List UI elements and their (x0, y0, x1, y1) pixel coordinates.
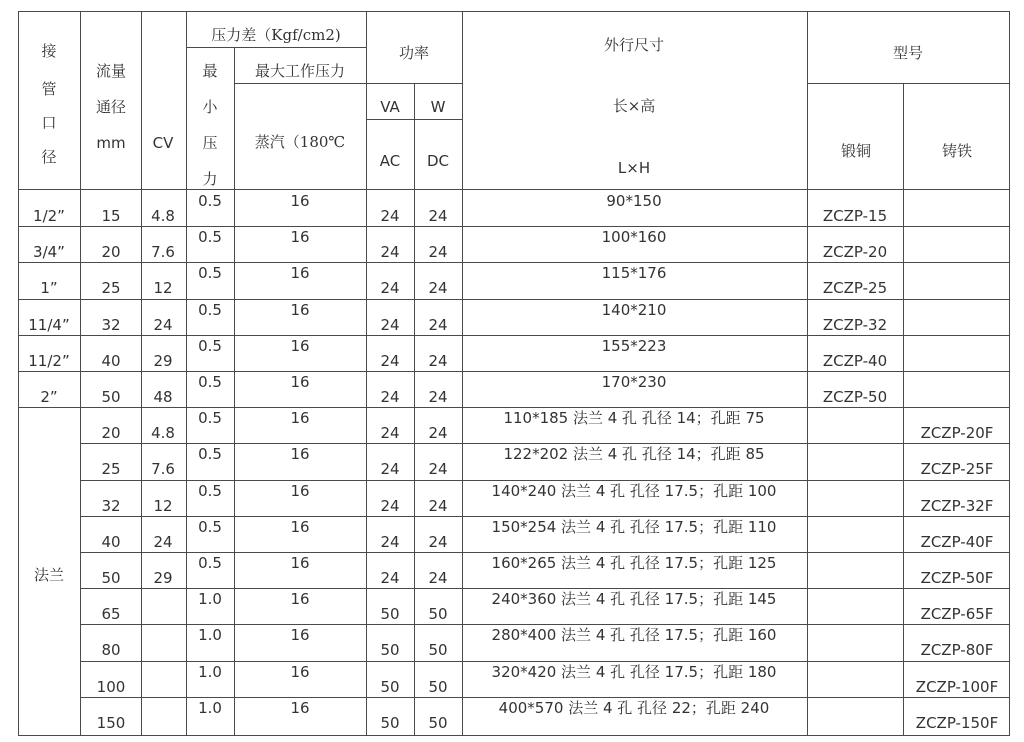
cell-va: 50 (380, 605, 400, 623)
cell-dimensions: 400*570 法兰 4 孔 孔径 22；孔距 240 (498, 699, 770, 717)
cell-cast-iron: ZCZP-32F (920, 497, 994, 515)
row-divider (80, 480, 1010, 481)
cell-interface: 11/2” (28, 352, 70, 370)
cell-min-pressure: 0.5 (198, 192, 222, 210)
cell-max-pressure: 16 (290, 699, 310, 717)
border-right (1009, 11, 1010, 736)
row-divider (80, 697, 1010, 698)
cell-w: 24 (428, 279, 448, 297)
cell-dimensions: 115*176 (601, 264, 667, 282)
cell-cast-iron: ZCZP-20F (920, 424, 994, 442)
cell-max-pressure: 16 (290, 590, 310, 608)
cell-interface: 2” (40, 388, 58, 406)
cell-cast-iron: ZCZP-150F (915, 714, 999, 732)
cell-max-pressure: 16 (290, 264, 310, 282)
cell-diameter: 15 (101, 207, 121, 225)
cell-min-pressure: 0.5 (198, 409, 222, 427)
cell-w: 50 (428, 605, 448, 623)
cell-dimensions: 122*202 法兰 4 孔 孔径 14；孔距 85 (503, 445, 765, 463)
cell-va: 24 (380, 207, 400, 225)
header-pressure-diff: 压力差（Kgf/cm2) (211, 26, 341, 44)
row-divider (80, 624, 1010, 625)
cell-cv: 29 (153, 569, 173, 587)
cell-dimensions: 320*420 法兰 4 孔 孔径 17.5；孔距 180 (491, 663, 777, 681)
header-max-working-pressure: 最大工作压力 (254, 62, 346, 80)
header-w: W (430, 98, 446, 116)
cell-va: 24 (380, 352, 400, 370)
cell-dimensions: 150*254 法兰 4 孔 孔径 17.5；孔距 110 (491, 518, 777, 536)
header-dc: DC (426, 152, 450, 170)
cell-forged-copper: ZCZP-40 (822, 352, 888, 370)
cell-va: 50 (380, 714, 400, 732)
divider-header-bottom (18, 189, 1010, 190)
row-divider (80, 588, 1010, 589)
cell-min-pressure: 0.5 (198, 228, 222, 246)
cell-cast-iron: ZCZP-100F (915, 678, 999, 696)
cell-dimensions: 140*210 (601, 301, 667, 319)
header-interface: 接 管 口 径 (41, 42, 57, 166)
cell-w: 50 (428, 641, 448, 659)
row-divider (80, 516, 1010, 517)
cell-min-pressure: 1.0 (198, 590, 222, 608)
cell-min-pressure: 0.5 (198, 337, 222, 355)
cell-interface: 3/4” (33, 243, 65, 261)
header-cast-iron: 铸铁 (941, 142, 973, 160)
cell-max-pressure: 16 (290, 373, 310, 391)
cell-diameter: 25 (101, 460, 121, 478)
cell-cv: 4.8 (151, 424, 175, 442)
cell-va: 24 (380, 497, 400, 515)
cell-min-pressure: 0.5 (198, 264, 222, 282)
cell-w: 50 (428, 678, 448, 696)
cell-cast-iron: ZCZP-50F (920, 569, 994, 587)
cell-dimensions: 170*230 (601, 373, 667, 391)
cell-diameter: 50 (101, 388, 121, 406)
cell-dimensions: 110*185 法兰 4 孔 孔径 14；孔距 75 (503, 409, 765, 427)
row-divider (18, 226, 1010, 227)
header-flow-line1: 流量 (95, 62, 127, 80)
cell-va: 50 (380, 641, 400, 659)
row-divider (80, 661, 1010, 662)
cell-diameter: 100 (96, 678, 126, 696)
row-divider (18, 335, 1010, 336)
cell-va: 24 (380, 316, 400, 334)
cell-diameter: 150 (96, 714, 126, 732)
header-steam: 蒸汽（180℃ (254, 133, 346, 151)
divider-model-sub (807, 83, 1010, 84)
cell-min-pressure: 0.5 (198, 518, 222, 536)
cell-va: 24 (380, 388, 400, 406)
cell-dimensions: 240*360 法兰 4 孔 孔径 17.5；孔距 145 (491, 590, 777, 608)
cell-diameter: 40 (101, 352, 121, 370)
cell-max-pressure: 16 (290, 228, 310, 246)
cell-va: 24 (380, 569, 400, 587)
cell-max-pressure: 16 (290, 518, 310, 536)
row-divider (18, 407, 1010, 408)
cell-forged-copper: ZCZP-20 (822, 243, 888, 261)
cell-w: 24 (428, 497, 448, 515)
row-divider (18, 371, 1010, 372)
cell-max-pressure: 16 (290, 337, 310, 355)
cell-dimensions: 140*240 法兰 4 孔 孔径 17.5；孔距 100 (491, 482, 777, 500)
cell-interface: 1” (40, 279, 58, 297)
cell-diameter: 40 (101, 533, 121, 551)
cell-w: 24 (428, 460, 448, 478)
cell-max-pressure: 16 (290, 192, 310, 210)
row-divider (80, 552, 1010, 553)
cell-min-pressure: 0.5 (198, 445, 222, 463)
cell-diameter: 25 (101, 279, 121, 297)
cell-diameter: 32 (101, 316, 121, 334)
col-line-model (807, 11, 808, 736)
cell-min-pressure: 0.5 (198, 373, 222, 391)
cell-max-pressure: 16 (290, 663, 310, 681)
header-power: 功率 (398, 44, 430, 62)
cell-w: 24 (428, 352, 448, 370)
col-line-max-p (234, 47, 235, 736)
cell-forged-copper: ZCZP-32 (822, 316, 888, 334)
row-divider (18, 299, 1010, 300)
cell-diameter: 20 (101, 243, 121, 261)
header-forged-copper: 锻铜 (840, 142, 872, 160)
border-left (18, 11, 19, 736)
header-va: VA (380, 98, 400, 116)
cell-va: 24 (380, 460, 400, 478)
cell-min-pressure: 1.0 (198, 663, 222, 681)
cell-diameter: 80 (101, 641, 121, 659)
cell-dimensions: 100*160 (601, 228, 667, 246)
cell-w: 24 (428, 533, 448, 551)
cell-cv: 7.6 (151, 243, 175, 261)
divider-max-pressure (234, 83, 366, 84)
header-flow-line2: 通径 (95, 98, 127, 116)
header-ac: AC (379, 152, 401, 170)
cell-cv: 24 (153, 316, 173, 334)
cell-w: 24 (428, 207, 448, 225)
cell-w: 24 (428, 243, 448, 261)
cell-min-pressure: 0.5 (198, 301, 222, 319)
cell-diameter: 65 (101, 605, 121, 623)
cell-cast-iron: ZCZP-40F (920, 533, 994, 551)
header-min-pressure: 最 小 压 力 (202, 62, 218, 188)
header-dimensions: 外行尺寸 (603, 36, 665, 54)
cell-diameter: 50 (101, 569, 121, 587)
border-bottom (18, 735, 1010, 736)
cell-max-pressure: 16 (290, 626, 310, 644)
header-lxh: L×H (617, 159, 651, 177)
cell-w: 24 (428, 316, 448, 334)
flange-label: 法兰 (33, 566, 65, 584)
cell-min-pressure: 0.5 (198, 482, 222, 500)
cell-cv: 12 (153, 279, 173, 297)
cell-va: 24 (380, 424, 400, 442)
cell-min-pressure: 0.5 (198, 554, 222, 572)
cell-w: 24 (428, 388, 448, 406)
cell-dimensions: 280*400 法兰 4 孔 孔径 17.5；孔距 160 (491, 626, 777, 644)
cell-min-pressure: 1.0 (198, 699, 222, 717)
cell-cv: 12 (153, 497, 173, 515)
cell-va: 24 (380, 533, 400, 551)
cell-max-pressure: 16 (290, 301, 310, 319)
divider-pressure-sub (186, 47, 366, 48)
cell-forged-copper: ZCZP-15 (822, 207, 888, 225)
cell-dimensions: 160*265 法兰 4 孔 孔径 17.5；孔距 125 (491, 554, 777, 572)
row-divider (18, 262, 1010, 263)
cell-max-pressure: 16 (290, 554, 310, 572)
cell-dimensions: 155*223 (601, 337, 667, 355)
col-line-w (414, 83, 415, 736)
cell-cv: 4.8 (151, 207, 175, 225)
cell-w: 24 (428, 569, 448, 587)
header-flow-unit: mm (96, 134, 126, 152)
cell-dimensions: 90*150 (606, 192, 662, 210)
cell-max-pressure: 16 (290, 409, 310, 427)
cell-va: 24 (380, 279, 400, 297)
cell-cv: 24 (153, 533, 173, 551)
header-model: 型号 (892, 44, 924, 62)
col-line-min-p (186, 11, 187, 736)
row-divider (80, 443, 1010, 444)
cell-cast-iron: ZCZP-65F (920, 605, 994, 623)
col-line-iron (903, 83, 904, 736)
cell-diameter: 32 (101, 497, 121, 515)
cell-va: 24 (380, 243, 400, 261)
border-top (18, 11, 1010, 12)
cell-cast-iron: ZCZP-80F (920, 641, 994, 659)
cell-diameter: 20 (101, 424, 121, 442)
cell-max-pressure: 16 (290, 482, 310, 500)
cell-cv: 29 (153, 352, 173, 370)
cell-cv: 7.6 (151, 460, 175, 478)
cell-w: 50 (428, 714, 448, 732)
cell-min-pressure: 1.0 (198, 626, 222, 644)
cell-forged-copper: ZCZP-25 (822, 279, 888, 297)
col-line-power (366, 11, 367, 736)
cell-cv: 48 (153, 388, 173, 406)
header-length-height: 长×高 (612, 97, 656, 115)
cell-max-pressure: 16 (290, 445, 310, 463)
header-cv: CV (152, 134, 174, 152)
cell-interface: 11/4” (28, 316, 70, 334)
col-line-dims (462, 11, 463, 736)
cell-forged-copper: ZCZP-50 (822, 388, 888, 406)
cell-va: 50 (380, 678, 400, 696)
cell-interface: 1/2” (33, 207, 65, 225)
col-line-cv (141, 11, 142, 736)
col-line-flow (80, 11, 81, 736)
cell-w: 24 (428, 424, 448, 442)
cell-cast-iron: ZCZP-25F (920, 460, 994, 478)
